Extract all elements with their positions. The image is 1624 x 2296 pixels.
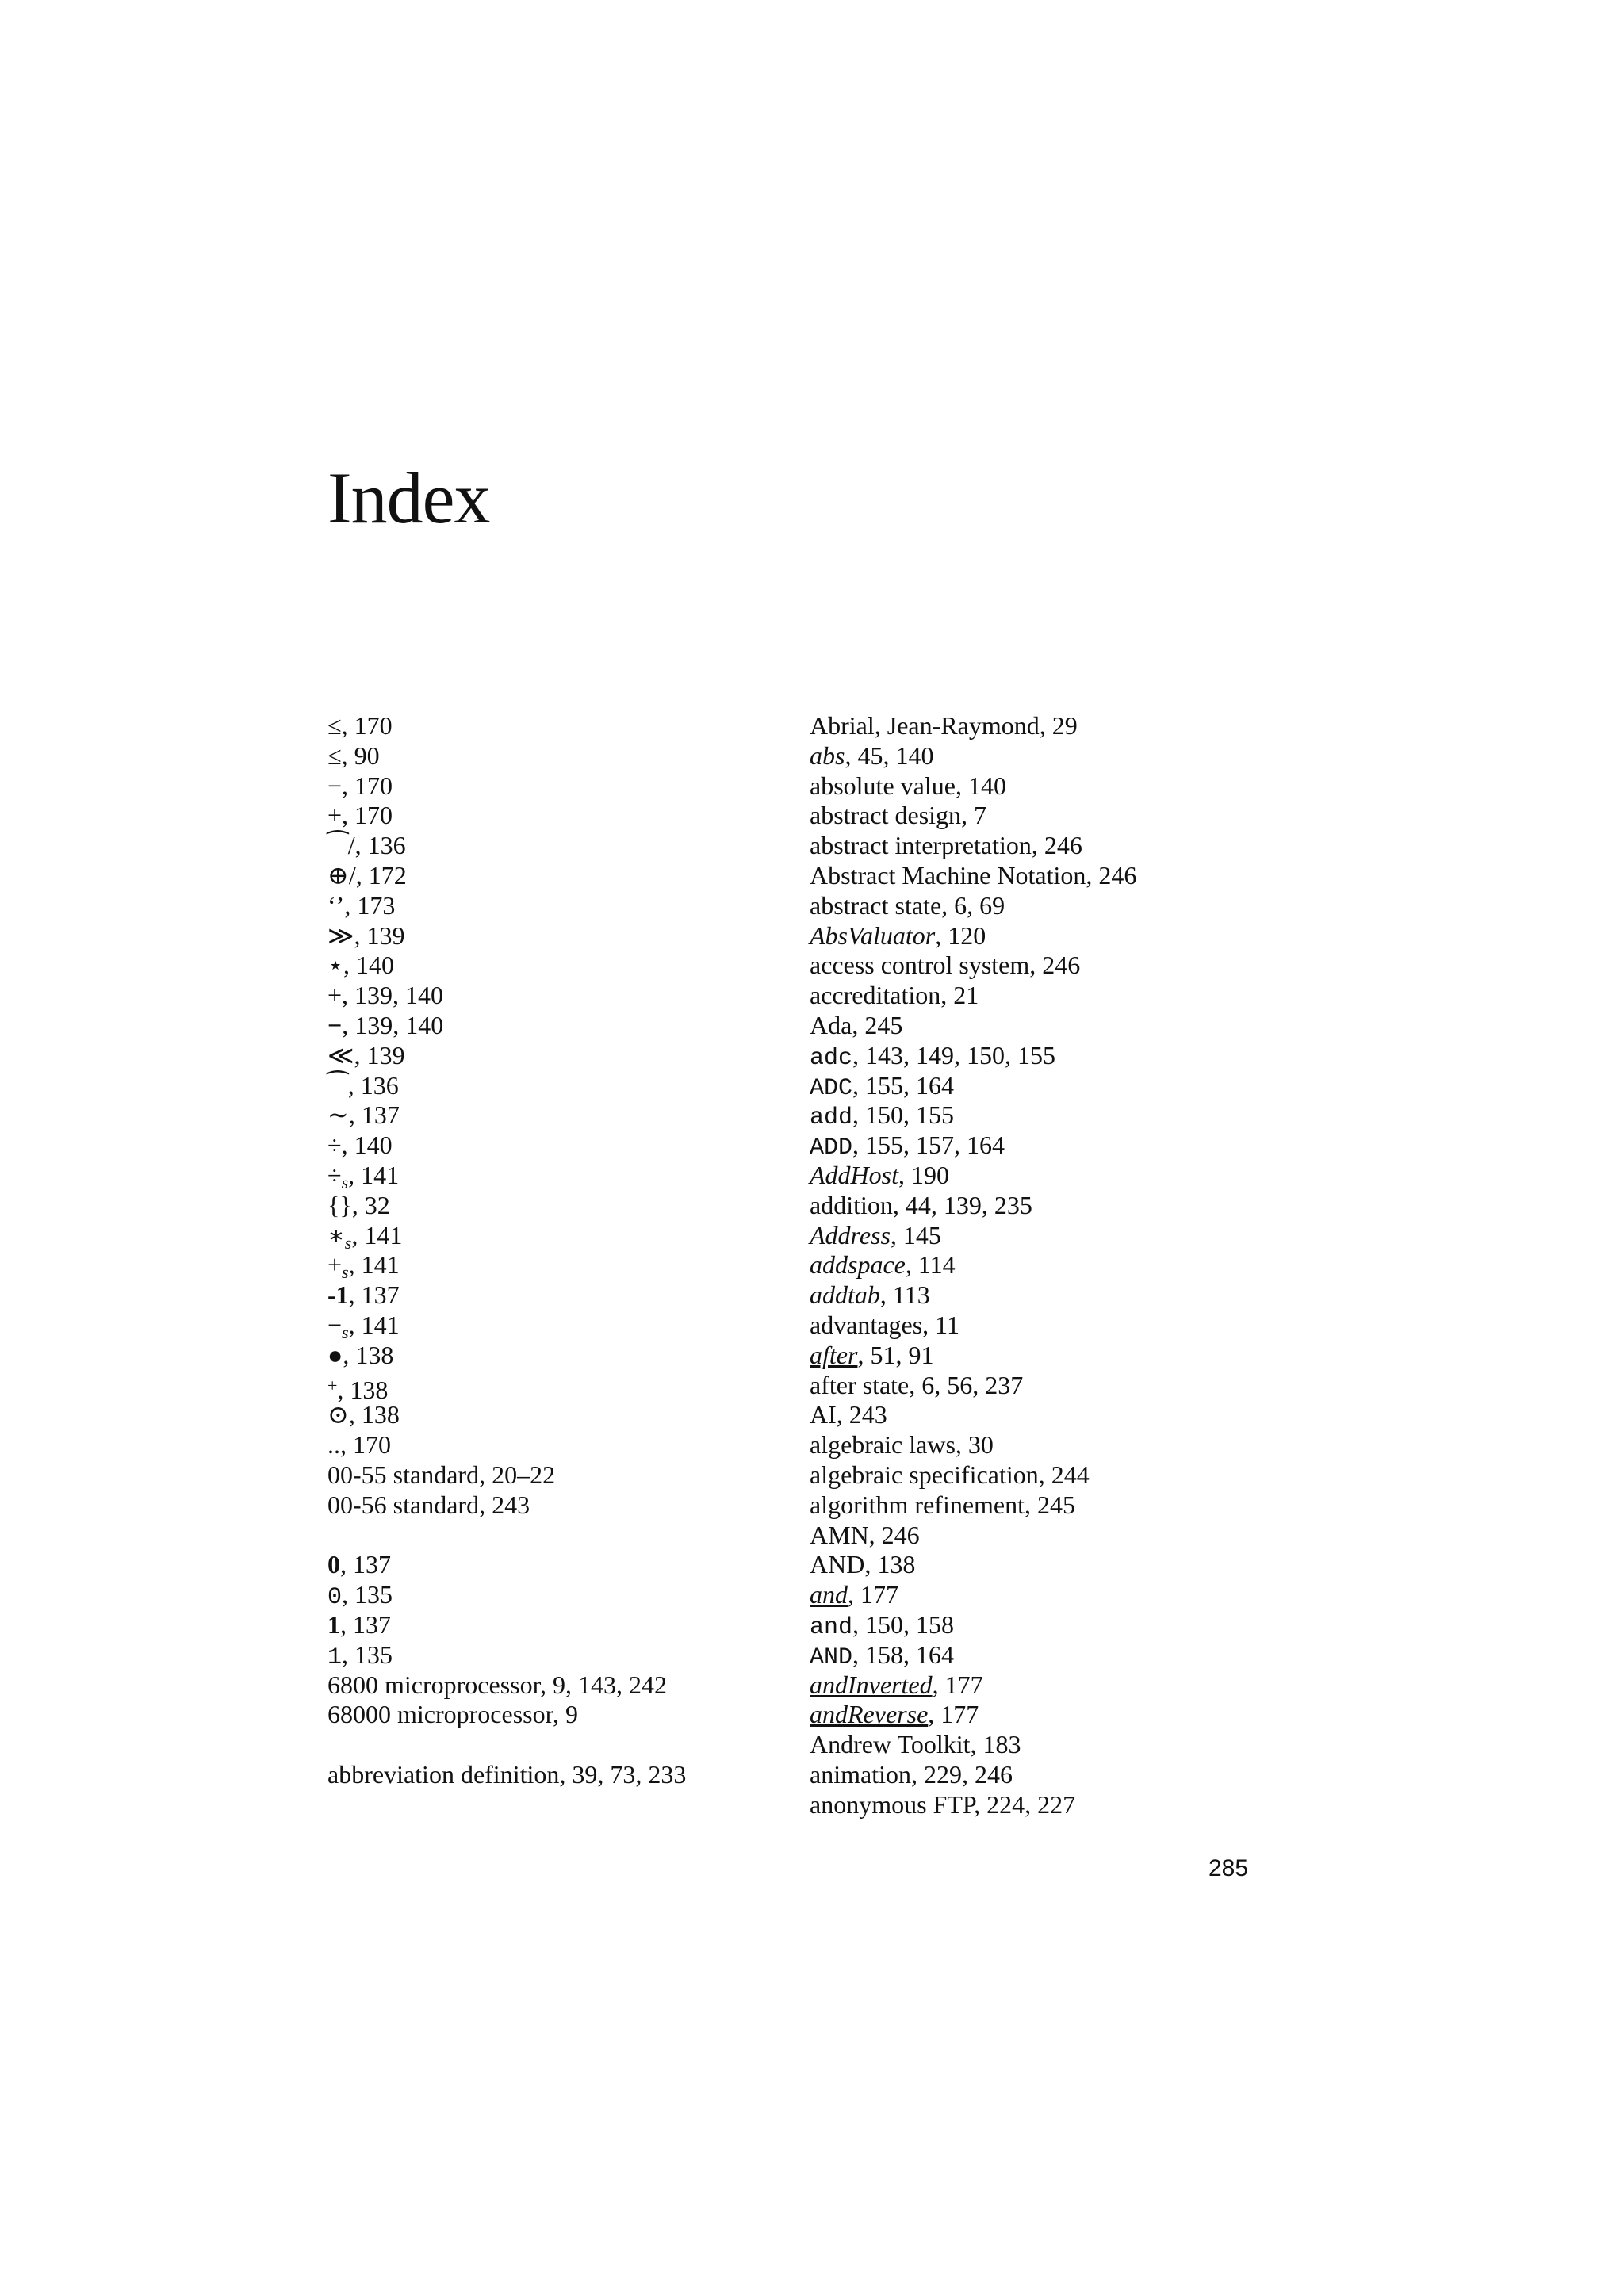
index-entry: Ada, 245 <box>810 1010 903 1039</box>
index-entry: AMN, 246 <box>810 1520 920 1549</box>
section-gap <box>327 1521 772 1551</box>
index-entry: ⁀/, 136 <box>327 831 406 860</box>
index-entry: 6800 microprocessor, 9, 143, 242 <box>327 1670 667 1699</box>
index-entry: ∼, 137 <box>327 1100 400 1130</box>
index-entry: 00-56 standard, 243 <box>327 1490 530 1519</box>
index-entry: ≪, 139 <box>327 1040 405 1070</box>
index-entry: abbreviation definition, 39, 73, 233 <box>327 1759 687 1789</box>
index-entry: after state, 6, 56, 237 <box>810 1370 1024 1399</box>
index-entry: andReverse, 177 <box>810 1700 979 1729</box>
index-entry: ⁀, 136 <box>327 1070 399 1100</box>
index-entry: ≫, 139 <box>327 920 405 950</box>
index-entry: Andrew Toolkit, 183 <box>810 1730 1021 1759</box>
index-entry: $+_s$, 141 <box>327 1250 400 1283</box>
index-entry: abstract design, 7 <box>810 801 987 830</box>
index-entry: ADD, 155, 157, 164 <box>810 1131 1005 1162</box>
index-entry: AND, 138 <box>810 1550 916 1579</box>
index-entry: ≤, 90 <box>327 740 380 770</box>
index-entry: advantages, 11 <box>810 1310 959 1339</box>
index-entry: adc, 143, 149, 150, 155 <box>810 1040 1056 1072</box>
index-entry: 1, 135 <box>327 1640 393 1671</box>
index-entry: addition, 44, 139, 235 <box>810 1190 1032 1219</box>
index-entry: accreditation, 21 <box>810 981 979 1010</box>
index-entry: ADC, 155, 164 <box>810 1070 955 1102</box>
index-entry: andInverted, 177 <box>810 1670 983 1699</box>
page-title: Index <box>327 457 490 538</box>
index-entry: +, 170 <box>327 801 393 830</box>
index-entry: and, 177 <box>810 1580 898 1609</box>
index-entry: addtab, 113 <box>810 1280 930 1310</box>
index-entry: 0, 135 <box>327 1580 393 1612</box>
index-entry: Address, 145 <box>810 1220 941 1249</box>
index-entry: Abstract Machine Notation, 246 <box>810 860 1137 890</box>
index-entry: access control system, 246 <box>810 951 1081 980</box>
index-entry: $-_s$, 141 <box>327 1310 400 1342</box>
index-entry: abstract state, 6, 69 <box>810 890 1005 920</box>
index-entry: ≤, 170 <box>327 711 393 740</box>
index-entry: .., 170 <box>327 1430 391 1460</box>
index-entry: 00-55 standard, 20–22 <box>327 1460 556 1489</box>
index-entry: algorithm refinement, 245 <box>810 1490 1076 1519</box>
index-entry: ‘’, 173 <box>327 890 396 920</box>
index-entry: AddHost, 190 <box>810 1160 949 1189</box>
index-column-right <box>810 711 1301 1820</box>
index-entry: absolute value, 140 <box>810 771 1006 800</box>
index-entry: algebraic laws, 30 <box>810 1430 994 1460</box>
index-entry: add, 150, 155 <box>810 1100 955 1132</box>
index-entry: algebraic specification, 244 <box>810 1460 1090 1489</box>
page-number: 285 <box>1208 1855 1249 1881</box>
index-entry: Abrial, Jean-Raymond, 29 <box>810 711 1078 740</box>
index-entry: ⊕/, 172 <box>327 860 407 890</box>
index-entry: anonymous FTP, 224, 227 <box>810 1789 1076 1819</box>
index-entry: −, 139, 140 <box>327 1010 444 1039</box>
index-entry: animation, 229, 246 <box>810 1759 1013 1789</box>
index-entry: 1, 137 <box>327 1609 391 1639</box>
index-entry: and, 150, 158 <box>810 1609 955 1641</box>
index-entry: -1, 137 <box>327 1280 400 1310</box>
index-entry: −, 170 <box>327 771 393 800</box>
index-entry: ÷, 140 <box>327 1131 393 1160</box>
index-entry: AI, 243 <box>810 1400 887 1429</box>
index-entry: abstract interpretation, 246 <box>810 831 1082 860</box>
index-entry: $∗_s$, 141 <box>327 1220 403 1253</box>
index-entry: 68000 microprocessor, 9 <box>327 1700 578 1729</box>
index-entry: ⊙, 138 <box>327 1400 400 1429</box>
section-gap <box>327 1730 772 1760</box>
index-entry: AbsValuator, 120 <box>810 920 986 950</box>
index-column-left <box>327 711 772 1790</box>
index-entry: {}, 32 <box>327 1190 390 1219</box>
index-entry: ⋆, 140 <box>327 951 395 980</box>
index-entry: addspace, 114 <box>810 1250 956 1280</box>
index-entry: AND, 158, 164 <box>810 1640 955 1671</box>
index-entry: abs, 45, 140 <box>810 740 934 770</box>
index-entry: $\div_s$, 141 <box>327 1160 400 1192</box>
index-entry: +, 139, 140 <box>327 981 444 1010</box>
index-entry: +, 138 <box>327 1375 389 1404</box>
index-entry: 0, 137 <box>327 1550 391 1579</box>
index-entry: after, 51, 91 <box>810 1340 934 1369</box>
index-entry: ●, 138 <box>327 1340 394 1369</box>
